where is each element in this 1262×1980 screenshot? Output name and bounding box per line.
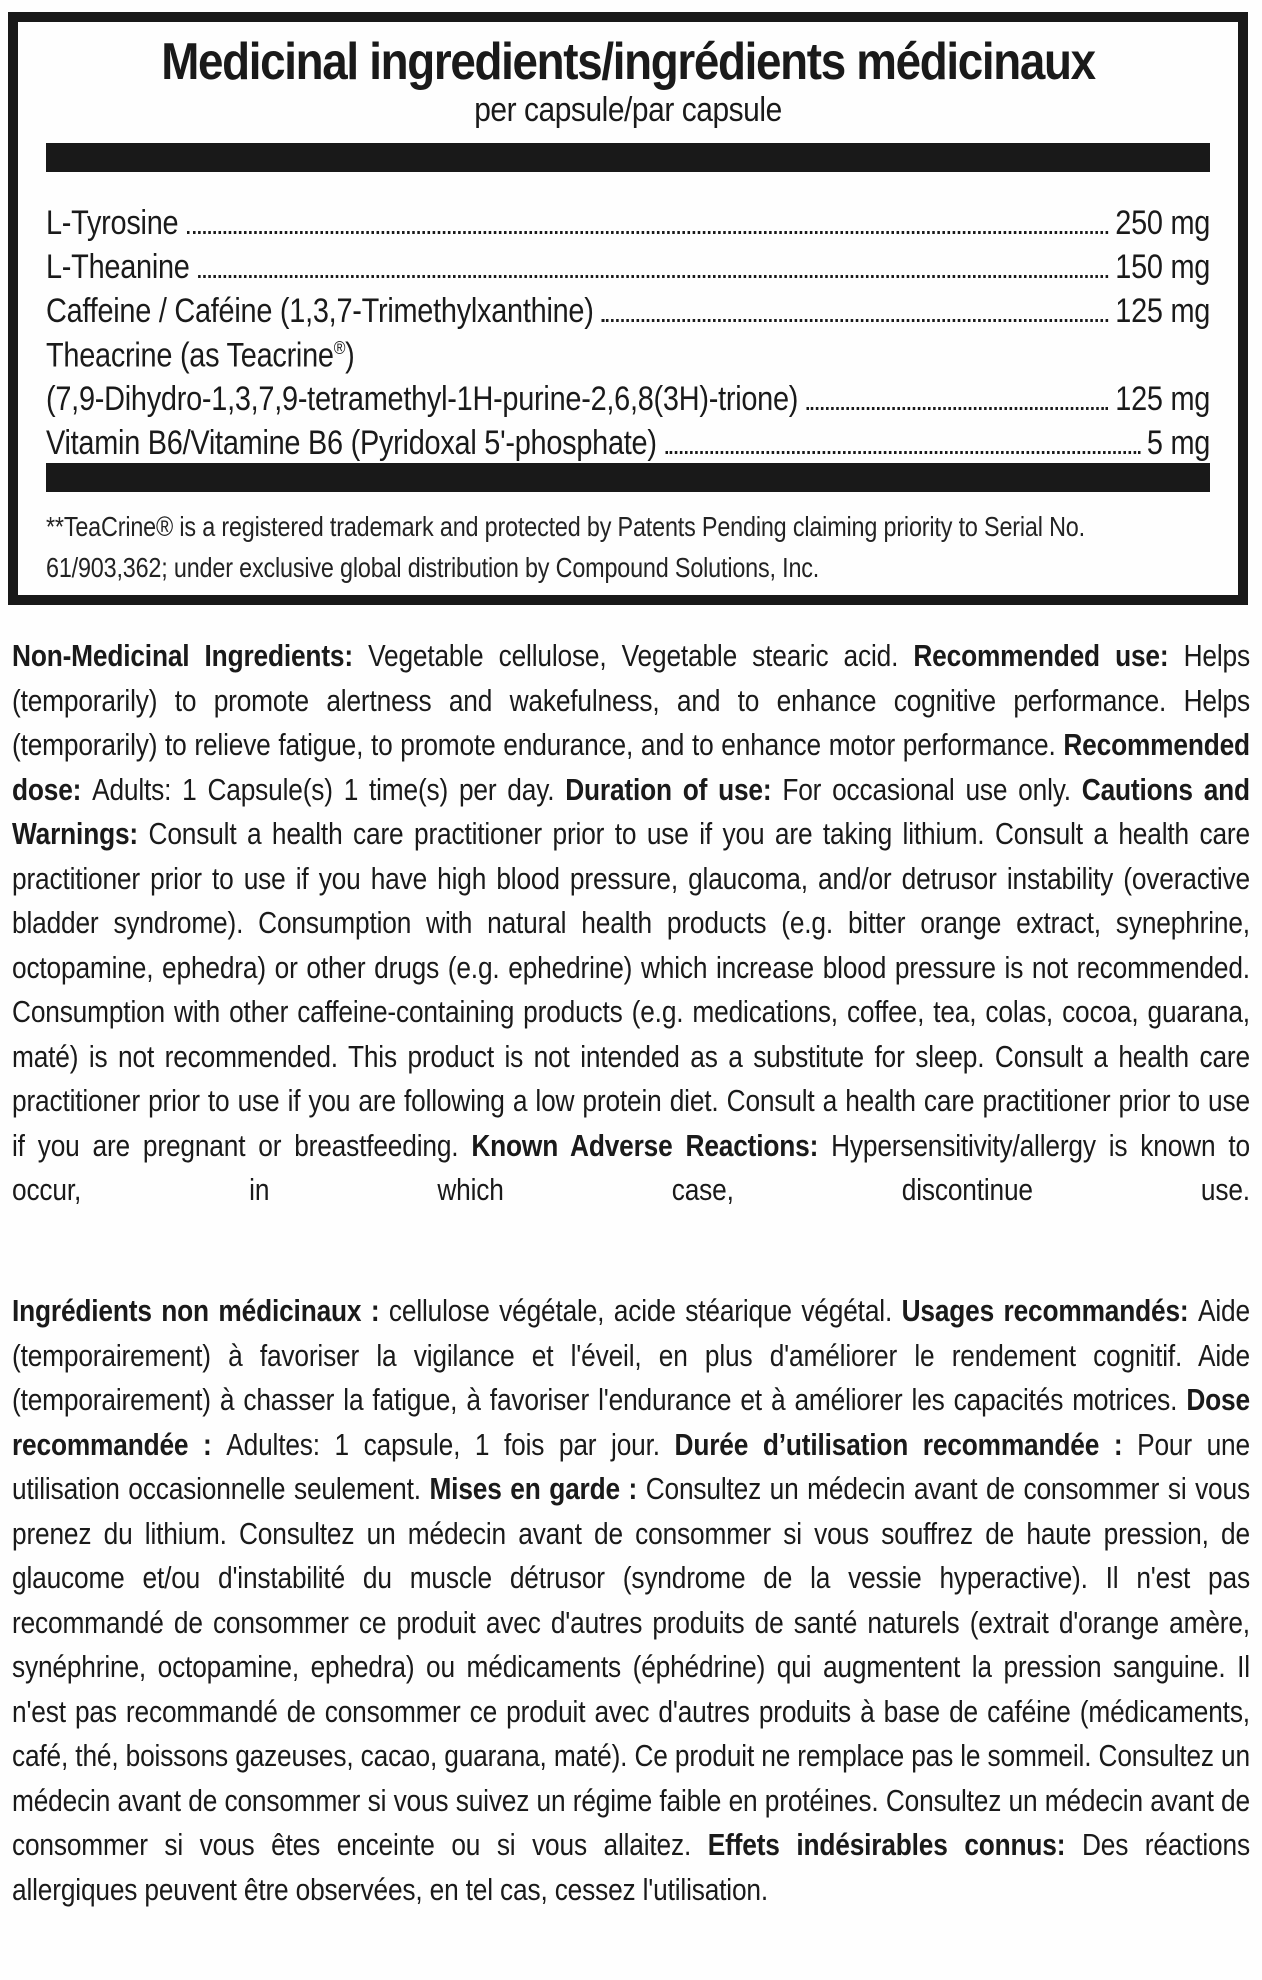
dot-leader xyxy=(807,407,1109,410)
ingredient-amount: 250 mg xyxy=(1115,204,1211,242)
ingredient-name: (7,9-Dihydro-1,3,7,9-tetramethyl-1H-purine-2,6,8(3H)-trione) xyxy=(46,380,799,418)
divider-bar-bottom xyxy=(46,463,1210,492)
ingredient-row xyxy=(46,419,1210,463)
panel-subtitle: per capsule/par capsule xyxy=(474,91,782,129)
dot-leader xyxy=(187,231,1109,234)
dot-leader xyxy=(602,319,1108,322)
ingredient-row xyxy=(46,243,1210,287)
ingredient-name: Vitamin B6/Vitamine B6 (Pyridoxal 5'-phosphate) xyxy=(46,424,657,462)
french-info-text: Ingrédients non médicinaux : cellulose végétale, acide stéarique végétal. Usages recommandés: Aide (temporairement) à favoriser la vigilance et l'éveil, en plus d'améliorer le rendement cognitif. Aide (temporairement) à chasser la fatigue, à favoriser l'endurance et à améliorer les capacités motrices. Dose recommandée : Adultes: 1 capsule, 1 fois par jour. Durée d’utilisation recommandée : Pour une utilisation occasionnelle seulement. Mises en garde : Consultez un médecin avant de consommer si vous prenez du lithium. Consultez un médecin avant de consommer si vous souffrez de haute pression, de glaucome et/ou d'instabilité du muscle détrusor (syndrome de la vessie hyperactive). Il n'est pas recommandé de consommer ce produit avec d'autres produits de santé naturels (extrait d'orange amère, synéphrine, octopamine, ephedra) ou médicaments (éphédrine) qui augmentent la pression sanguine. Il n'est pas recommandé de consommer ce produit avec d'autres produits à base de caféine (médicaments, café, thé, boissons gazeuses, cacao, guarana, maté). Ce produit ne remplace pas le sommeil. Consultez un médecin avant de consommer si vous suivez un régime faible en protéines. Consultez un médecin avant de consommer si vous êtes enceinte ou si vous allaitez. Effets indésirables connus: Des réactions allergiques peuvent être observées, en tel cas, cessez l'utilisation. xyxy=(12,1293,1250,1907)
dot-leader xyxy=(665,451,1140,454)
ingredient-name: L-Theanine xyxy=(46,248,190,286)
trademark-footnote xyxy=(46,506,1210,588)
english-info-paragraph xyxy=(12,634,1250,1213)
ingredient-row xyxy=(46,199,1210,243)
english-info-text: Non-Medicinal Ingredients: Vegetable cellulose, Vegetable stearic acid. Recommended use: Helps (temporarily) to promote alertness and wakefulness, and to enhance cognitive performance. Helps (temporarily) to relieve fatigue, to promote endurance, and to enhance motor performance. Recommended dose: Adults: 1 Capsule(s) 1 time(s) per day. Duration of use: For occasional use only. Cautions and Warnings: Consult a health care practitioner prior to use if you are taking lithium. Consult a health care practitioner prior to use if you have high blood pressure, glaucoma, and/or detrusor instability (overactive bladder syndrome). Consumption with natural health products (e.g. bitter orange extract, synephrine, octopamine, ephedra) or other drugs (e.g. ephedrine) which increase blood pressure is not recommended. Consumption with other caffeine-containing products (e.g. medications, coffee, tea, colas, cocoa, guarana, maté) is not recommended. This product is not intended as a substitute for sleep. Consult a health care practitioner prior to use if you are following a low protein diet. Consult a health care practitioner prior to use if you are pregnant or breastfeeding. Known Adverse Reactions: Hypersensitivity/allergy is known to occur, in which case, discontinue use. xyxy=(12,638,1250,1207)
divider-bar-top xyxy=(46,143,1210,172)
ingredient-name: Caffeine / Caféine (1,3,7-Trimethylxanthine) xyxy=(46,292,594,330)
medicinal-ingredients-panel xyxy=(8,12,1248,605)
trademark-footnote-line1: **TeaCrine® is a registered trademark and protected by Patents Pending claiming priority to Serial No. xyxy=(46,511,1085,542)
ingredient-name: Theacrine (as Teacrine®) xyxy=(46,336,355,374)
registered-trademark-symbol: ® xyxy=(333,336,346,358)
ingredient-row xyxy=(46,287,1210,331)
ingredient-row xyxy=(46,375,1210,419)
trademark-footnote-line2: 61/903,362; under exclusive global distribution by Compound Solutions, Inc. xyxy=(46,552,820,583)
ingredient-list xyxy=(46,199,1210,463)
ingredient-amount: 150 mg xyxy=(1115,248,1211,286)
ingredient-row xyxy=(46,331,1210,375)
panel-title-block xyxy=(116,34,1140,130)
french-info-paragraph xyxy=(12,1289,1250,1912)
ingredient-amount: 5 mg xyxy=(1146,424,1211,462)
ingredient-amount: 125 mg xyxy=(1115,380,1211,418)
dot-leader xyxy=(198,275,1108,278)
panel-title: Medicinal ingredients/ingrédients médicinaux xyxy=(161,33,1095,91)
ingredient-amount: 125 mg xyxy=(1115,292,1211,330)
ingredient-name: L-Tyrosine xyxy=(46,204,179,242)
